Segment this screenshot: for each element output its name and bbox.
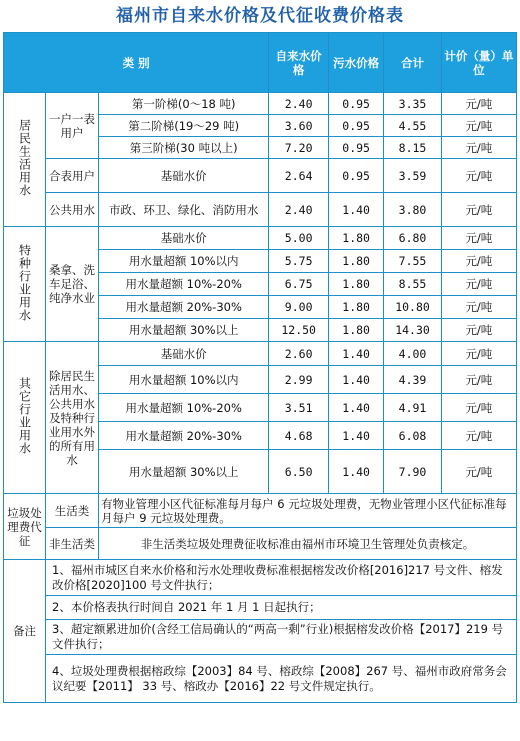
total-price: 3.35 (384, 93, 441, 115)
table-row (4, 193, 517, 227)
tier-label: 市政、环卫、绿化、消防用水 (99, 193, 269, 227)
water-price: 2.64 (269, 159, 329, 193)
tier-label: 用水量超额 30%以上 (99, 319, 269, 342)
notes-label: 备注 (4, 560, 46, 703)
unit: 元/吨 (441, 296, 516, 319)
page-title: 福州市自来水价格及代征收费价格表 (116, 6, 404, 26)
tier-label: 第二阶梯(19～29 吨) (99, 115, 269, 137)
unit: 元/吨 (441, 250, 516, 273)
sewage-price: 1.80 (329, 319, 384, 342)
water-price: 4.68 (269, 422, 329, 450)
unit: 元/吨 (441, 450, 516, 494)
table-header-row (4, 33, 517, 93)
special-group: 特种行业用水 (4, 227, 46, 342)
total-price: 8.15 (384, 137, 441, 159)
table-row (4, 494, 517, 528)
table-row (4, 159, 517, 193)
header-category: 类 别 (4, 33, 269, 93)
sewage-price: 1.80 (329, 250, 384, 273)
unit: 元/吨 (441, 137, 516, 159)
water-price: 2.99 (269, 366, 329, 394)
tier-label: 用水量超额 10%-20% (99, 394, 269, 422)
garbage-domestic-text: 有物业管理小区代征标准每月每户 6 元垃圾处理费，无物业管理小区代征标准每月每户 9 元垃圾处理费。 (99, 494, 517, 528)
total-price: 7.90 (384, 450, 441, 494)
unit: 元/吨 (441, 319, 516, 342)
tier-label: 用水量超额 10%以内 (99, 250, 269, 273)
unit: 元/吨 (441, 193, 516, 227)
unit: 元/吨 (441, 273, 516, 296)
tier-label: 基础水价 (99, 159, 269, 193)
water-price: 6.50 (269, 450, 329, 494)
residential-shared-label: 合表用户 (46, 159, 99, 193)
sewage-price: 0.95 (329, 137, 384, 159)
header-unit: 计价（量）单位 (441, 33, 516, 93)
price-table (3, 32, 517, 703)
unit: 元/吨 (441, 115, 516, 137)
unit: 元/吨 (441, 422, 516, 450)
table-row (4, 560, 517, 596)
water-price: 12.50 (269, 319, 329, 342)
unit: 元/吨 (441, 366, 516, 394)
water-price: 3.51 (269, 394, 329, 422)
tier-label: 基础水价 (99, 342, 269, 366)
total-price: 7.55 (384, 250, 441, 273)
table-row (4, 620, 517, 655)
total-price: 14.30 (384, 319, 441, 342)
sewage-price: 1.40 (329, 422, 384, 450)
water-price: 5.75 (269, 250, 329, 273)
table-row (4, 93, 517, 115)
residential-group: 居民生活用水 (4, 93, 46, 227)
garbage-group: 垃圾处理费代征 (4, 494, 46, 560)
special-sub-label: 桑拿、洗车足浴、纯净水业 (46, 227, 99, 342)
header-water-price: 自来水价格 (269, 33, 329, 93)
water-price: 2.60 (269, 342, 329, 366)
total-price: 6.80 (384, 227, 441, 250)
total-price: 4.55 (384, 115, 441, 137)
note-item: 1、福州市城区自来水价格和污水处理收费标准根据榕发改价格[2016]217 号文件、榕发改价格[2020]100 号文件执行； (46, 560, 517, 596)
water-price: 9.00 (269, 296, 329, 319)
table-row (4, 655, 517, 703)
sewage-price: 1.40 (329, 366, 384, 394)
unit: 元/吨 (441, 227, 516, 250)
sewage-price: 1.40 (329, 342, 384, 366)
note-item: 2、本价格表执行时间自 2021 年 1 月 1 日起执行； (46, 596, 517, 620)
sewage-price: 1.80 (329, 273, 384, 296)
water-price: 5.00 (269, 227, 329, 250)
note-item: 3、超定额累进加价(含经工信局确认的“两高一剩”行业)根据榕发改价格【2017】219 号文件执行； (46, 620, 517, 655)
tier-label: 用水量超额 20%-30% (99, 422, 269, 450)
sewage-price: 1.40 (329, 394, 384, 422)
total-price: 10.80 (384, 296, 441, 319)
header-total: 合计 (384, 33, 441, 93)
table-row (4, 596, 517, 620)
other-group: 其它行业用水 (4, 342, 46, 494)
total-price: 6.08 (384, 422, 441, 450)
table-row (4, 227, 517, 250)
residential-public-label: 公共用水 (46, 193, 99, 227)
water-price: 7.20 (269, 137, 329, 159)
sewage-price: 0.95 (329, 115, 384, 137)
tier-label: 用水量超额 10%-20% (99, 273, 269, 296)
sewage-price: 1.40 (329, 450, 384, 494)
table-row (4, 342, 517, 366)
other-sub-label: 除居民生活用水、公共用水及特种行业用水外的所有用水 (46, 342, 99, 494)
header-sewage-price: 污水价格 (329, 33, 384, 93)
total-price: 3.80 (384, 193, 441, 227)
unit: 元/吨 (441, 394, 516, 422)
water-price: 3.60 (269, 115, 329, 137)
total-price: 4.39 (384, 366, 441, 394)
tier-label: 第三阶梯(30 吨以上) (99, 137, 269, 159)
unit: 元/吨 (441, 342, 516, 366)
total-price: 3.59 (384, 159, 441, 193)
garbage-non-domestic-text: 非生活类垃圾处理费征收标准由福州市环境卫生管理处负责核定。 (99, 528, 517, 560)
total-price: 8.55 (384, 273, 441, 296)
garbage-non-domestic-label: 非生活类 (46, 528, 99, 560)
water-price: 6.75 (269, 273, 329, 296)
table-row (4, 528, 517, 560)
water-price: 2.40 (269, 93, 329, 115)
sewage-price: 1.40 (329, 193, 384, 227)
sewage-price: 0.95 (329, 159, 384, 193)
total-price: 4.00 (384, 342, 441, 366)
residential-single-label: 一户一表用户 (46, 93, 99, 159)
tier-label: 用水量超额 20%-30% (99, 296, 269, 319)
sewage-price: 1.80 (329, 296, 384, 319)
note-item: 4、垃圾处理费根据榕政综【2003】84 号、榕政综【2008】267 号、福州市政府常务会议纪要【2011】 33 号、榕政办【2016】22 号文件规定执行。 (46, 655, 517, 703)
tier-label: 用水量超额 30%以上 (99, 450, 269, 494)
sewage-price: 1.80 (329, 227, 384, 250)
unit: 元/吨 (441, 159, 516, 193)
tier-label: 基础水价 (99, 227, 269, 250)
water-price: 2.40 (269, 193, 329, 227)
garbage-domestic-label: 生活类 (46, 494, 99, 528)
tier-label: 用水量超额 10%以内 (99, 366, 269, 394)
unit: 元/吨 (441, 93, 516, 115)
total-price: 4.91 (384, 394, 441, 422)
tier-label: 第一阶梯(0～18 吨) (99, 93, 269, 115)
sewage-price: 0.95 (329, 93, 384, 115)
